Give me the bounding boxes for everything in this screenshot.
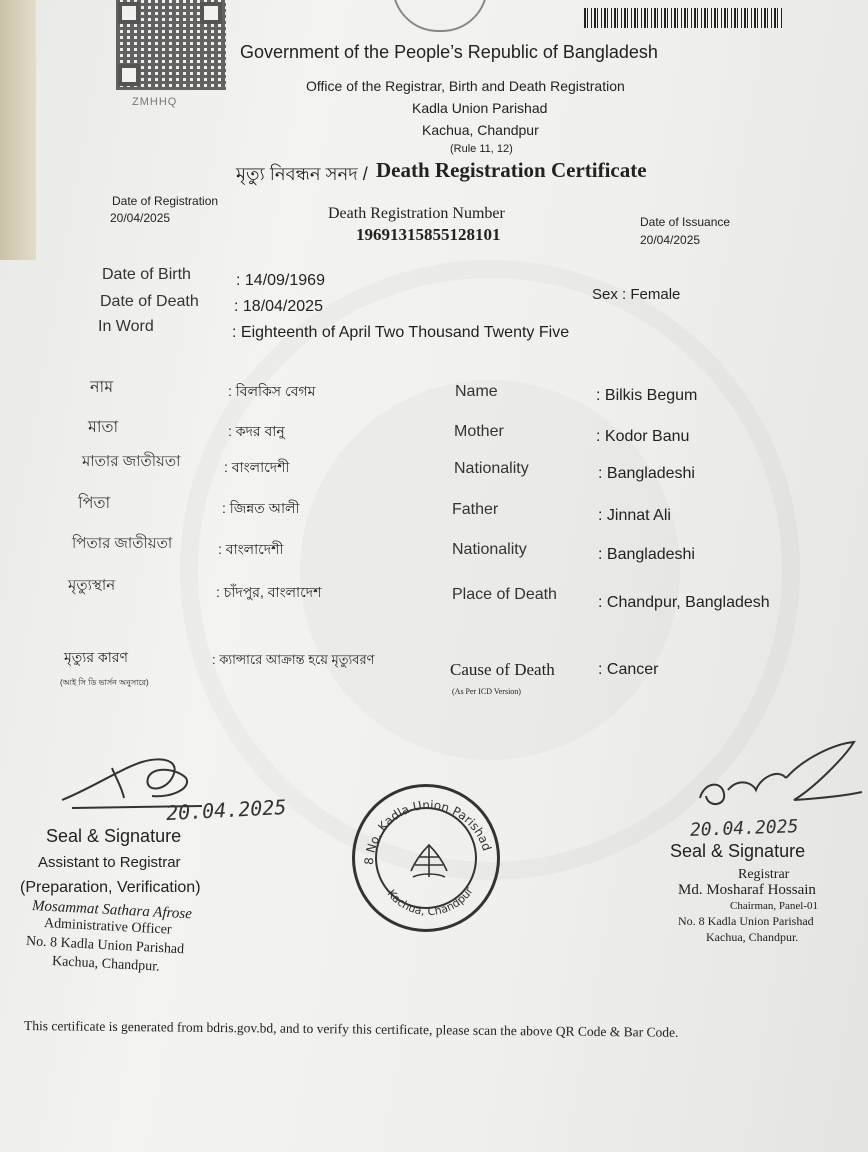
official-seal [352,784,500,932]
mother-bn-label: মাতা [88,419,119,436]
certificate-title: Death Registration Certificate [376,158,647,182]
page-fold-shadow [0,0,36,260]
mother-nationality-bn-value: : বাংলাদেশী [224,459,290,475]
registration-number-label: Death Registration Number [328,205,505,222]
name-bn-value: : বিলকিস বেগম [228,383,316,399]
assistant-stamp-title: Administrative Officer [43,916,172,938]
name-value: : Bilkis Begum [596,387,698,404]
father-nationality-label: Nationality [452,541,527,558]
father-bn-label: পিতা [78,495,111,512]
registration-date-label: Date of Registration [112,194,219,208]
rule-reference: (Rule 11, 12) [450,143,513,155]
assistant-stamp-office: No. 8 Kadla Union Parishad [25,934,185,958]
assistant-handwritten-date: 20.04.2025 [165,794,287,826]
father-label: Father [452,501,499,518]
cause-bn-value: : ক্যান্সারে আক্রান্ত হয়ে মৃত্যুবরণ [212,652,375,667]
qr-code-label: ZMHHQ [132,96,178,108]
father-value: : Jinnat Ali [598,507,671,524]
issuance-date-value: 20/04/2025 [640,233,701,247]
location-name: Kachua, Chandpur [422,122,539,138]
place-of-death-label: Place of Death [452,586,557,603]
registrar-name: Md. Mosharaf Hossain [678,882,816,898]
father-nationality-bn-label: পিতার জাতীয়তা [72,535,173,552]
cause-of-death-label: Cause of Death [450,660,555,679]
place-of-death-bn-value: : চাঁদপুর, বাংলাদেশ [216,584,322,600]
date-of-death-label: Date of Death [100,293,199,310]
assistant-role: Assistant to Registrar [38,854,181,871]
registrar-seal-label: Seal & Signature [670,841,806,861]
in-word-label: In Word [98,318,154,335]
office-name: Office of the Registrar, Birth and Death Registration [306,78,625,94]
father-nationality-value: : Bangladeshi [598,546,695,563]
svg-text:Kachua, Chandpur [385,884,476,918]
father-nationality-bn-value: : বাংলাদেশী [218,541,284,557]
assistant-role-detail: (Preparation, Verification) [20,879,201,896]
name-label: Name [455,383,498,400]
place-of-death-bn-label: মৃত্যুস্থান [68,577,116,594]
assistant-stamp-location: Kachua, Chandpur. [51,954,160,975]
registration-date-value: 20/04/2025 [110,211,171,225]
registrar-role: Registrar [738,867,790,882]
title-bangla: মৃত্যু নিবন্ধন সনদ / [236,164,368,184]
footer-note: This certificate is generated from bdris.gov.bd, and to verify this certificate, please scan the above QR Code & Bar Code. [23,1018,679,1040]
government-emblem-icon [392,0,488,32]
name-bn-label: নাম [90,379,114,396]
barcode-icon [584,8,782,28]
date-of-birth-label: Date of Birth [102,266,191,283]
svg-text:8 No. Kadla Union Parishad [362,798,494,865]
registrar-office: No. 8 Kadla Union Parishad [678,914,814,928]
seal-emblem-icon [411,845,447,877]
place-of-death-value: : Chandpur, Bangladesh [598,594,770,611]
seal-text-ring [355,787,503,935]
registrar-handwritten-date: 20.04.2025 [689,816,799,841]
qr-code-icon [116,0,226,90]
registrar-signature-icon [694,738,864,820]
cause-bn-label: মৃত্যুর কারণ [64,649,128,665]
mother-bn-value: : কদর বানু [228,423,285,439]
cause-icd-note: (As Per ICD Version) [452,687,521,696]
date-of-death-value: : 18/04/2025 [234,298,323,315]
registrar-location: Kachua, Chandpur. [706,930,799,944]
seal-bottom-text: Kachua, Chandpur [384,884,476,919]
assistant-stamp-name: Mosammat Sathara Afrose [31,898,193,923]
assistant-seal-label: Seal & Signature [46,826,182,846]
mother-nationality-bn-label: মাতার জাতীয়তা [82,453,181,470]
sex-value: Sex : Female [592,286,681,303]
issuance-date-label: Date of Issuance [640,215,731,229]
mother-value: : Kodor Banu [596,428,690,445]
in-word-value: : Eighteenth of April Two Thousand Twenty Five [232,324,570,341]
father-bn-value: : জিন্নত আলী [222,500,300,516]
seal-top-text: 8 No. Kadla Union Parishad [361,797,495,866]
mother-label: Mother [454,423,504,440]
cause-of-death-value: : Cancer [598,661,659,678]
date-of-birth-value: : 14/09/1969 [236,272,325,289]
registrar-title: Chairman, Panel-01 [730,900,818,912]
union-name: Kadla Union Parishad [412,100,548,116]
cause-bn-note: (আই সি ডি ভার্সন অনুসারে) [60,678,149,687]
registration-number-value: 19691315855128101 [356,225,501,244]
government-title: Government of the People’s Republic of Bangladesh [240,42,658,62]
mother-nationality-value: : Bangladeshi [598,465,695,482]
mother-nationality-label: Nationality [454,460,529,477]
